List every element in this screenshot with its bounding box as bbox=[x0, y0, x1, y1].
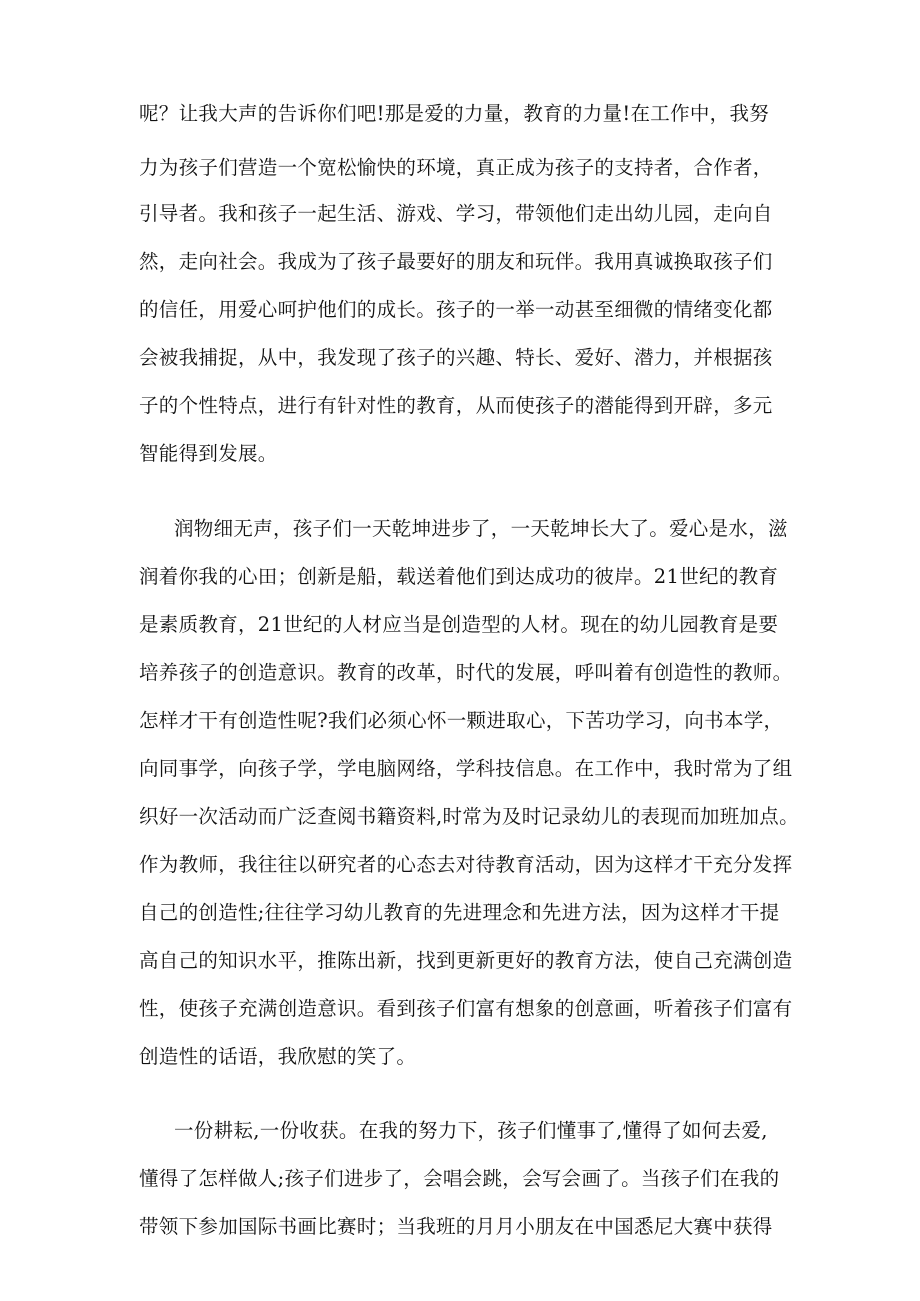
text-line: 然，走向社会。我成为了孩子最要好的朋友和玩伴。我用真诚换取孩子们 bbox=[139, 250, 773, 273]
text-line: 力为孩子们营造一个宽松愉快的环境，真正成为孩子的支持者，合作者， bbox=[139, 156, 773, 179]
text-line: 高自己的知识水平，推陈出新，找到更新更好的教育方法，使自己充满创造 bbox=[139, 949, 793, 972]
text-line: 怎样才干有创造性呢?我们必须心怀一颗进取心，下苦功学习，向书本学， bbox=[139, 709, 784, 732]
text-line: 织好一次活动而广泛查阅书籍资料,时常为及时记录幼儿的表现而加班加点。 bbox=[139, 805, 799, 828]
text-line: 一份耕耘,一份收获。在我的努力下，孩子们懂事了,懂得了如何去爱, bbox=[174, 1119, 768, 1142]
text-line: 润着你我的心田；创新是船，载送着他们到达成功的彼岸。21世纪的教育 bbox=[139, 565, 779, 588]
text-line: 自己的创造性;往往学习幼儿教育的先进理念和先进方法，因为这样才干提 bbox=[139, 901, 780, 924]
text-line: 创造性的话语，我欣慰的笑了。 bbox=[139, 1045, 417, 1068]
text-line: 智能得到发展。 bbox=[139, 442, 278, 465]
text-line: 向同事学，向孩子学，学电脑网络，学科技信息。在工作中，我时常为了组 bbox=[139, 757, 793, 780]
text-line: 呢？让我大声的告诉你们吧!那是爱的力量，教育的力量!在工作中，我努 bbox=[139, 102, 770, 125]
text-line: 的信任，用爱心呵护他们的成长。孩子的一举一动甚至细微的情绪变化都 bbox=[139, 298, 773, 321]
text-line: 是素质教育，21世纪的人材应当是创造型的人材。现在的幼儿园教育是要 bbox=[139, 613, 779, 636]
text-line: 作为教师，我往往以研究者的心态去对待教育活动，因为这样才干充分发挥 bbox=[139, 853, 793, 876]
text-line: 性，使孩子充满创造意识。看到孩子们富有想象的创意画，听着孩子们富有 bbox=[139, 997, 793, 1020]
text-line: 子的个性特点，进行有针对性的教育，从而使孩子的潜能得到开辟，多元 bbox=[139, 394, 773, 417]
text-line: 带领下参加国际书画比赛时；当我班的月月小朋友在中国悉尼大赛中获得 bbox=[139, 1215, 773, 1238]
text-line: 培养孩子的创造意识。教育的改革，时代的发展，呼叫着有创造性的教师。 bbox=[139, 661, 793, 684]
text-line: 懂得了怎样做人;孩子们进步了，会唱会跳，会写会画了。当孩子们在我的 bbox=[139, 1167, 780, 1190]
text-line: 会被我捕捉，从中，我发现了孩子的兴趣、特长、爱好、潜力，并根据孩 bbox=[139, 346, 773, 369]
text-line: 润物细无声，孩子们一天乾坤进步了，一天乾坤长大了。爱心是水，滋 bbox=[174, 517, 788, 540]
text-line: 引导者。我和孩子一起生活、游戏、学习，带领他们走出幼儿园，走向自 bbox=[139, 202, 773, 225]
